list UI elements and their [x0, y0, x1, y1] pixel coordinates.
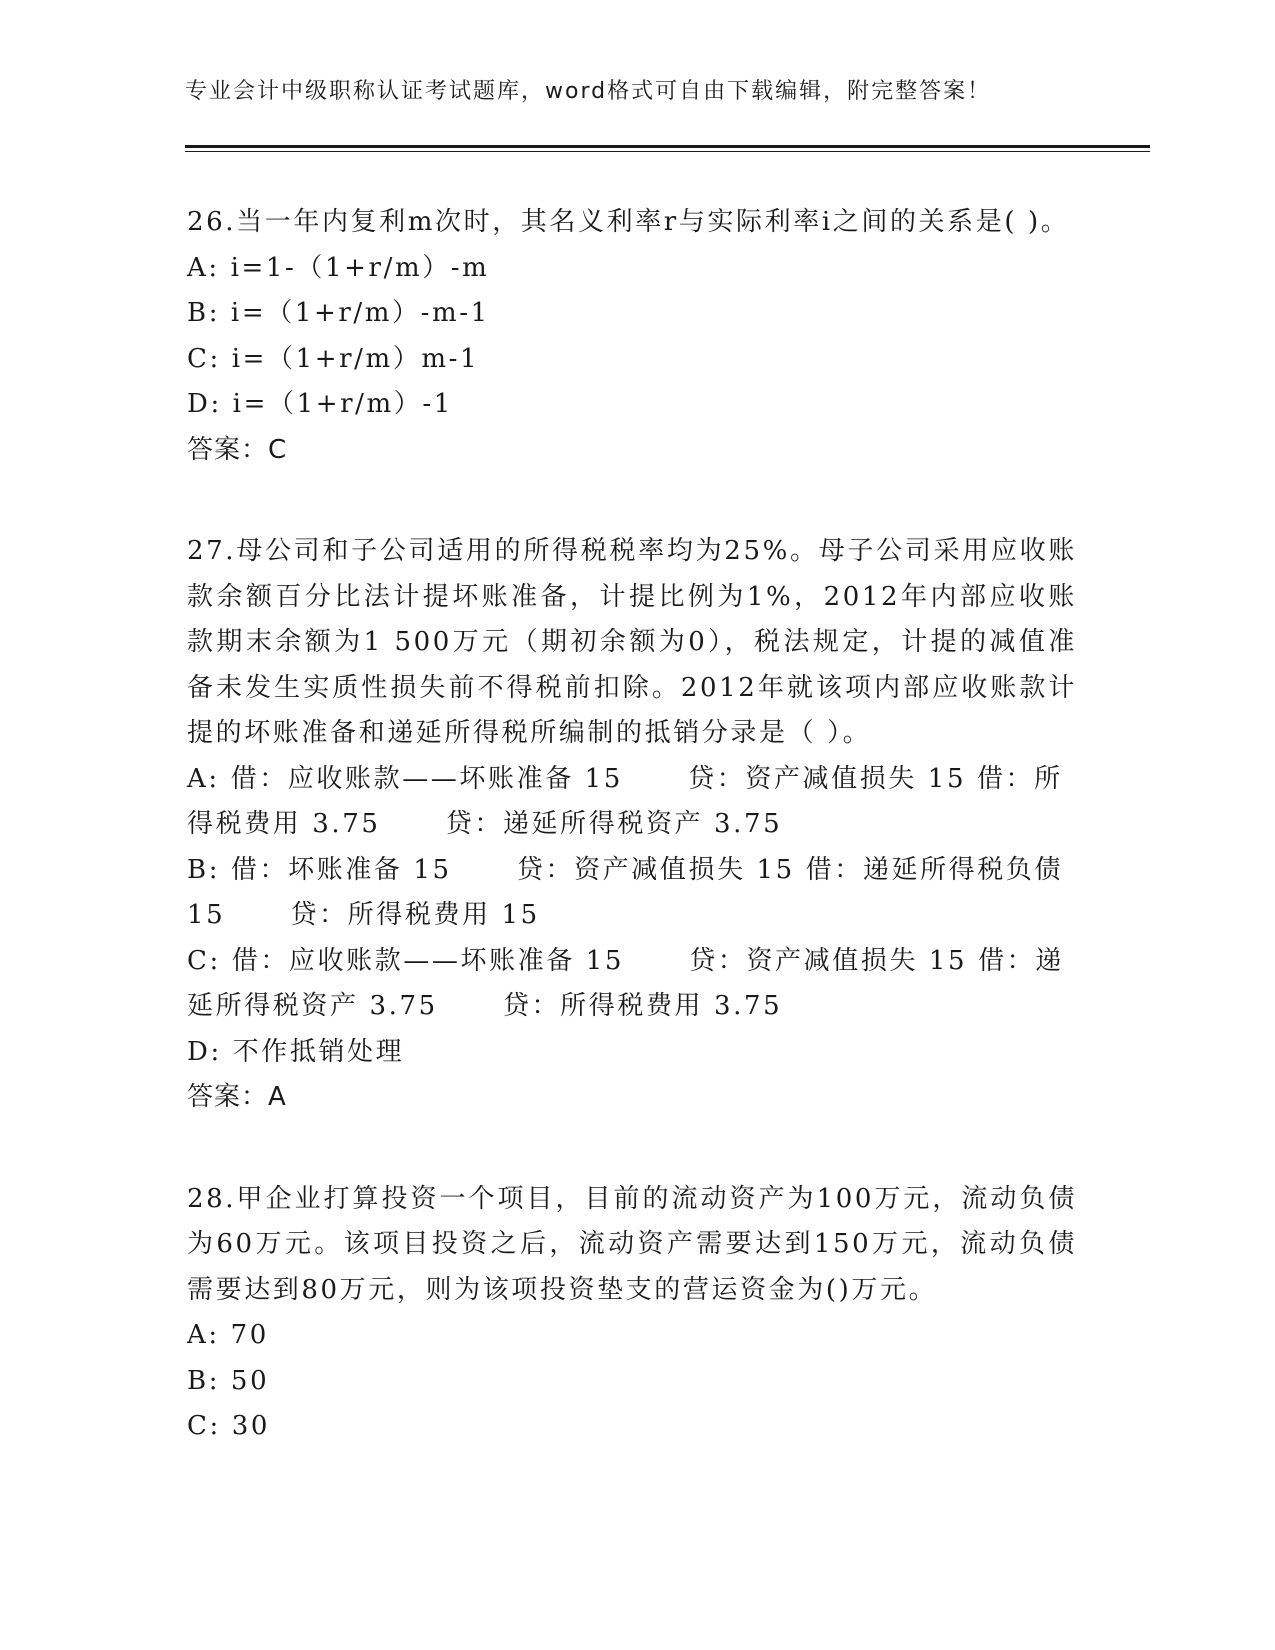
question-28 [187, 1177, 1077, 1450]
header-divider-thin [185, 151, 1150, 152]
option-d: D: 不作抵销处理 [187, 1036, 405, 1067]
question-stem: 27.母公司和子公司适用的所得税税率均为25%。母子公司采用应收账款余额百分比法计提坏账准备，计提比例为1%，2012年内部应收账款期末余额为1 500万元（期初余额为0），税法规定，计提的减值准备未发生实质性损失前不得税前扣除。2012年就该项内部应收账款计提的坏账准备和递延所得税所编制的抵销分录是（ ）。 [187, 536, 1077, 748]
option-c: C: 借：应收账款——坏账准备 15 贷：资产减值损失 15 借：递延所得税资产 3.75 贷：所得税费用 3.75 [187, 945, 1064, 1021]
option-a: A: 70 [187, 1320, 269, 1350]
answer-label: 答案：A [187, 1082, 287, 1112]
option-a: A: i=1-（1+r/m）-m [187, 252, 490, 283]
question-stem: 26.当一年内复利m次时，其名义利率r与实际利率i之间的关系是( )。 [187, 207, 1070, 237]
header-divider-thick [185, 145, 1150, 148]
option-d: D: i=（1+r/m）-1 [187, 389, 453, 419]
option-b: B: 借：坏账准备 15 贷：资产减值损失 15 借：递延所得税负债 15 贷：所得税费用 15 [187, 854, 1074, 930]
option-c: C: 30 [187, 1411, 271, 1441]
option-b: B: i=（1+r/m）-m-1 [187, 298, 490, 328]
question-27 [187, 529, 1077, 1121]
option-a: A: 借：应收账款——坏账准备 15 贷：资产减值损失 15 借：所得税费用 3.75 贷：递延所得税资产 3.75 [187, 763, 1063, 839]
option-b: B: 50 [187, 1365, 270, 1396]
question-stem: 28.甲企业打算投资一个项目，目前的流动资产为100万元，流动负债为60万元。该项目投资之后，流动资产需要达到150万元，流动负债需要达到80万元，则为该项投资垫支的营运资金为()万元。 [187, 1183, 1077, 1305]
answer-label: 答案：C [187, 434, 288, 465]
page-header: 专业会计中级职称认证考试题库，word格式可自由下载编辑，附完整答案！ [185, 79, 992, 104]
option-c: C: i=（1+r/m）m-1 [187, 343, 480, 374]
question-list [187, 200, 1077, 1506]
question-26 [187, 200, 1077, 473]
